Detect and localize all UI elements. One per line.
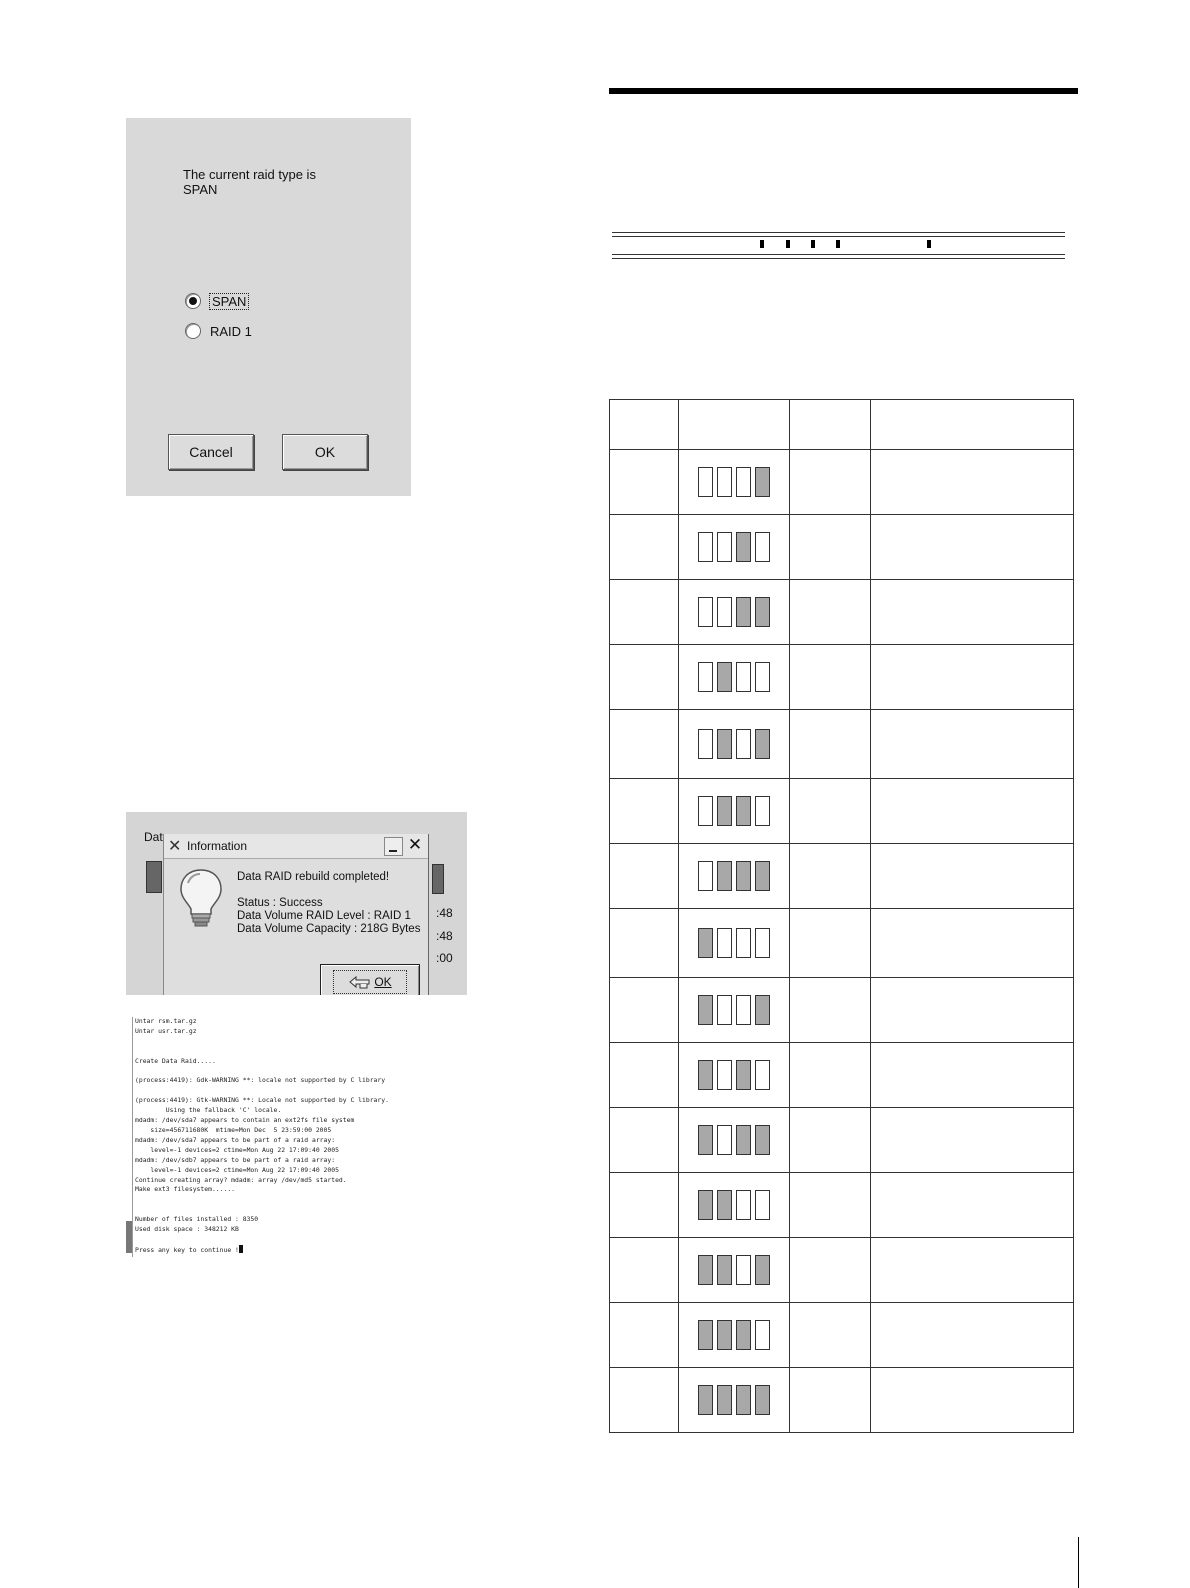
led-lit-icon <box>698 1125 713 1155</box>
table-row <box>610 450 1074 515</box>
table-cell <box>871 450 1074 515</box>
led-unlit-icon <box>736 729 751 759</box>
x-logo-icon: ✕ <box>168 838 182 855</box>
led-unlit-icon <box>755 1320 770 1350</box>
cancel-button[interactable]: Cancel <box>168 434 254 470</box>
radio-raid1-icon[interactable] <box>185 323 201 339</box>
led-lit-icon <box>736 861 751 891</box>
table-cell <box>610 1043 679 1108</box>
led-lit-icon <box>717 1385 732 1415</box>
information-window <box>163 834 429 995</box>
led-cell <box>679 1043 790 1108</box>
led-pattern-table <box>609 399 1074 1433</box>
rebuild-complete-text: Data RAID rebuild completed! <box>237 871 390 883</box>
console-line <box>135 1067 389 1077</box>
table-cell <box>871 1368 1074 1433</box>
led-unlit-icon <box>698 532 713 562</box>
table-cell <box>790 1108 871 1173</box>
led-unlit-icon <box>717 1125 732 1155</box>
led-cell <box>679 645 790 710</box>
table-row <box>610 844 1074 909</box>
table-cell <box>871 779 1074 844</box>
led-unlit-icon <box>717 597 732 627</box>
table-cell <box>790 1173 871 1238</box>
table-cell <box>871 1303 1074 1368</box>
table-cell <box>790 450 871 515</box>
led-unlit-icon <box>698 861 713 891</box>
console-line: mdadm: /dev/sda7 appears to be part of a raid array: <box>135 1135 336 1144</box>
led-lit-icon <box>755 597 770 627</box>
console-line: (process:4419): Gtk-WARNING **: Locale not supported by C library. <box>135 1096 389 1105</box>
led-lit-icon <box>736 532 751 562</box>
table-row <box>610 779 1074 844</box>
rule-mark <box>836 240 840 248</box>
led-lit-icon <box>717 861 732 891</box>
console-line: level=-1 devices=2 ctime=Mon Aug 22 17:09:40 2005 <box>135 1145 339 1154</box>
table-cell <box>610 978 679 1043</box>
radio-option-raid1[interactable] <box>185 320 252 342</box>
led-lit-icon <box>717 662 732 692</box>
console-line: Untar usr.tar.gz <box>135 1026 197 1035</box>
led-unlit-icon <box>736 1255 751 1285</box>
table-cell <box>610 1108 679 1173</box>
table-cell <box>871 645 1074 710</box>
led-lit-icon <box>736 597 751 627</box>
console-lines <box>135 1017 389 1256</box>
led-lit-icon <box>755 995 770 1025</box>
console-line <box>135 1235 389 1245</box>
led-unlit-icon <box>717 995 732 1025</box>
led-lit-icon <box>698 1060 713 1090</box>
led-lit-icon <box>755 729 770 759</box>
console-line <box>135 1205 389 1215</box>
led-lit-icon <box>717 1190 732 1220</box>
table-row <box>610 1043 1074 1108</box>
table-cell <box>790 515 871 580</box>
table-row <box>610 515 1074 580</box>
led-unlit-icon <box>736 662 751 692</box>
led-unlit-icon <box>698 597 713 627</box>
console-line: level=-1 devices=2 ctime=Mon Aug 22 17:09:40 2005 <box>135 1165 339 1174</box>
led-unlit-icon <box>755 532 770 562</box>
table-cell <box>610 844 679 909</box>
led-unlit-icon <box>736 928 751 958</box>
led-lit-icon <box>736 1060 751 1090</box>
background-time-3: :00 <box>436 951 453 965</box>
table-cell <box>871 515 1074 580</box>
console-line: Make ext3 filesystem...... <box>135 1185 236 1194</box>
led-cell <box>679 710 790 779</box>
led-cell <box>679 978 790 1043</box>
information-ok-button[interactable] <box>320 964 420 995</box>
led-cell <box>679 844 790 909</box>
table-row <box>610 1173 1074 1238</box>
table-cell <box>871 580 1074 645</box>
console-output <box>126 1017 426 1257</box>
radio-span-icon[interactable] <box>185 293 201 309</box>
led-lit-icon <box>698 1255 713 1285</box>
table-cell <box>790 645 871 710</box>
background-progress-left <box>146 861 162 893</box>
led-lit-icon <box>736 1320 751 1350</box>
header-cell <box>610 400 679 450</box>
table-cell <box>610 645 679 710</box>
led-lit-icon <box>755 1125 770 1155</box>
heading-rule <box>609 88 1078 94</box>
pointing-hand-icon <box>348 974 372 990</box>
table-cell <box>790 779 871 844</box>
console-line: mdadm: /dev/sda7 appears to contain an ext2fs file system <box>135 1116 355 1125</box>
led-unlit-icon <box>736 995 751 1025</box>
table-cell <box>610 580 679 645</box>
header-cell <box>790 400 871 450</box>
table-row <box>610 1108 1074 1173</box>
table-cell <box>790 710 871 779</box>
led-unlit-icon <box>755 1060 770 1090</box>
table-cell <box>871 1173 1074 1238</box>
led-unlit-icon <box>736 467 751 497</box>
table-cell <box>871 1043 1074 1108</box>
led-cell <box>679 1368 790 1433</box>
table-cell <box>610 909 679 978</box>
led-cell <box>679 450 790 515</box>
table-cell <box>790 1238 871 1303</box>
rule-mark <box>786 240 790 248</box>
capacity-text: Data Volume Capacity : 218G Bytes <box>237 923 421 935</box>
led-lit-icon <box>755 861 770 891</box>
header-cell <box>871 400 1074 450</box>
table-cell <box>610 1368 679 1433</box>
table-cell <box>610 515 679 580</box>
information-title: Information <box>187 839 248 853</box>
led-unlit-icon <box>755 662 770 692</box>
led-cell <box>679 1108 790 1173</box>
radio-span-label[interactable]: SPAN <box>212 293 247 309</box>
led-lit-icon <box>736 796 751 826</box>
console-line <box>135 1195 389 1205</box>
led-unlit-icon <box>698 796 713 826</box>
table-cell <box>871 1108 1074 1173</box>
background-label: Dat <box>144 830 163 844</box>
information-titlebar[interactable] <box>164 834 428 859</box>
radio-option-span[interactable] <box>185 290 248 312</box>
led-lit-icon <box>717 729 732 759</box>
led-unlit-icon <box>698 729 713 759</box>
table-cell <box>871 844 1074 909</box>
table-cell <box>610 450 679 515</box>
background-progress-right <box>432 864 444 894</box>
table-cell <box>871 909 1074 978</box>
table-row <box>610 1238 1074 1303</box>
table-row <box>610 710 1074 779</box>
console-line: mdadm: /dev/sdb7 appears to be part of a raid array: <box>135 1155 336 1164</box>
led-cell <box>679 779 790 844</box>
page-edge-rule <box>1078 1537 1079 1588</box>
led-lit-icon <box>717 796 732 826</box>
console-line: (process:4419): Gdk-WARNING **: locale not supported by C library <box>135 1076 386 1085</box>
info-dialog-screenshot <box>126 812 467 995</box>
table-cell <box>871 978 1074 1043</box>
table-row <box>610 580 1074 645</box>
table-row <box>610 978 1074 1043</box>
table-cell <box>790 580 871 645</box>
close-icon[interactable]: ✕ <box>407 835 423 854</box>
raid-type-message-line2: SPAN <box>183 182 218 197</box>
led-lit-icon <box>698 928 713 958</box>
table-cell <box>790 1303 871 1368</box>
background-time-2: :48 <box>436 929 453 943</box>
table-cell <box>790 909 871 978</box>
rule-mark <box>760 240 764 248</box>
led-cell <box>679 515 790 580</box>
header-cell <box>679 400 790 450</box>
table-cell <box>610 1303 679 1368</box>
table-cell <box>610 710 679 779</box>
led-unlit-icon <box>755 928 770 958</box>
console-line: Press any key to continue ! <box>135 1245 389 1256</box>
console-line: Create Data Raid..... <box>135 1056 216 1065</box>
console-line <box>135 1047 389 1057</box>
led-lit-icon <box>755 1385 770 1415</box>
table-cell <box>790 1368 871 1433</box>
raid-type-message-line1: The current raid type is <box>183 167 316 182</box>
minimize-button[interactable] <box>384 837 403 856</box>
table-row <box>610 1303 1074 1368</box>
table-row <box>610 645 1074 710</box>
console-cursor <box>239 1245 243 1253</box>
table-cell <box>871 1238 1074 1303</box>
led-cell <box>679 1173 790 1238</box>
console-line <box>135 1037 389 1047</box>
table-cell <box>610 779 679 844</box>
led-unlit-icon <box>717 467 732 497</box>
raid-type-dialog <box>126 118 411 496</box>
information-ok-label: OK <box>374 975 392 989</box>
raid-type-message <box>183 167 316 197</box>
rule-mark <box>927 240 931 248</box>
table-cell <box>610 1173 679 1238</box>
led-unlit-icon <box>755 1190 770 1220</box>
background-time-1: :48 <box>436 906 453 920</box>
led-unlit-icon <box>717 928 732 958</box>
console-line <box>135 1086 389 1096</box>
led-unlit-icon <box>755 796 770 826</box>
led-unlit-icon <box>736 1190 751 1220</box>
table-header-row <box>610 400 1074 450</box>
table-cell <box>610 1238 679 1303</box>
table-cell <box>790 1043 871 1108</box>
led-lit-icon <box>717 1320 732 1350</box>
led-cell <box>679 1303 790 1368</box>
led-lit-icon <box>736 1385 751 1415</box>
led-lit-icon <box>717 1255 732 1285</box>
rule-mark <box>811 240 815 248</box>
led-unlit-icon <box>698 662 713 692</box>
table-cell <box>790 844 871 909</box>
led-cell <box>679 909 790 978</box>
led-lit-icon <box>755 467 770 497</box>
lightbulb-icon <box>178 867 224 929</box>
console-line: Using the fallback 'C' locale. <box>135 1106 282 1115</box>
led-lit-icon <box>698 1385 713 1415</box>
led-unlit-icon <box>698 467 713 497</box>
led-lit-icon <box>736 1125 751 1155</box>
led-lit-icon <box>698 1320 713 1350</box>
led-lit-icon <box>698 1190 713 1220</box>
radio-raid1-label[interactable]: RAID 1 <box>210 323 252 339</box>
table-row <box>610 909 1074 978</box>
console-line: Used disk space : 348212 KB <box>135 1225 239 1234</box>
led-lit-icon <box>755 1255 770 1285</box>
console-line: Untar rsm.tar.gz <box>135 1017 197 1025</box>
led-unlit-icon <box>717 1060 732 1090</box>
console-line: size=456711680K mtime=Mon Dec 5 23:59:00 2005 <box>135 1125 332 1134</box>
console-scroll-marker <box>126 1221 132 1253</box>
status-text: Status : Success <box>237 897 323 909</box>
console-line: Number of files installed : 8350 <box>135 1215 259 1224</box>
ok-button[interactable]: OK <box>282 434 368 470</box>
led-cell <box>679 1238 790 1303</box>
led-lit-icon <box>698 995 713 1025</box>
console-line: Continue creating array? mdadm: array /dev/md5 started. <box>135 1175 347 1184</box>
table-row <box>610 1368 1074 1433</box>
raid-level-text: Data Volume RAID Level : RAID 1 <box>237 910 411 922</box>
led-cell <box>679 580 790 645</box>
led-unlit-icon <box>717 532 732 562</box>
table-cell <box>871 710 1074 779</box>
information-message <box>237 871 420 936</box>
table-cell <box>790 978 871 1043</box>
